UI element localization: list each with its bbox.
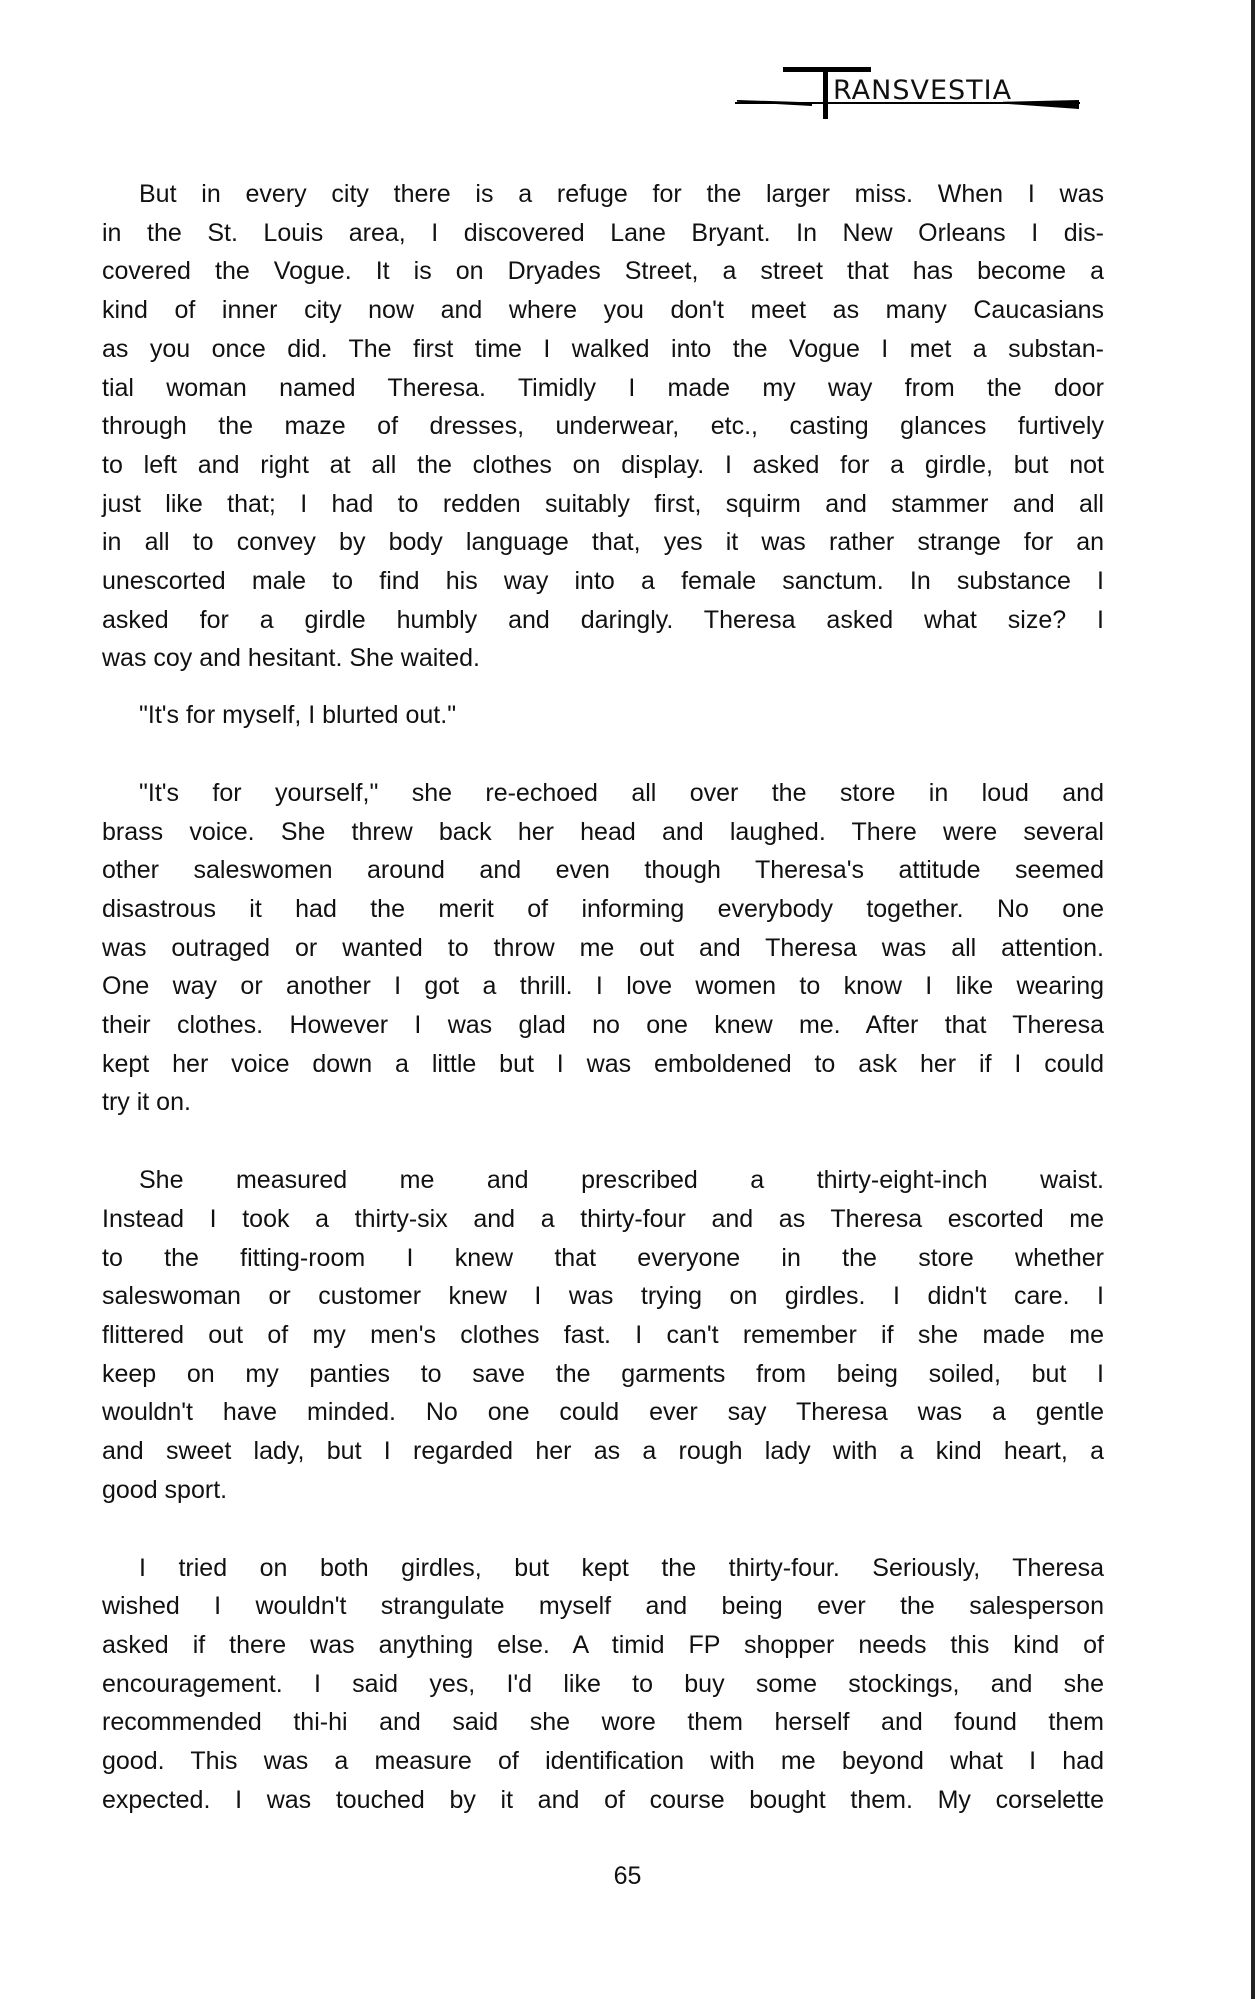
text-line: encouragement. I said yes, I'd like to buy some stockings, and she (102, 1669, 1104, 1698)
text-line: asked for a girdle humbly and daringly. Theresa asked what size? I (102, 605, 1104, 634)
text-line: their clothes. However I was glad no one knew me. After that Theresa (102, 1011, 1104, 1040)
page-edge (1251, 0, 1255, 1999)
text-line: But in every city there is a refuge for the larger miss. When I was (139, 180, 1104, 208)
text-line: wouldn't have minded. No one could ever say Theresa was a gentle (102, 1398, 1104, 1427)
text-line: wished I wouldn't strangulate myself and being ever the salesperson (102, 1592, 1104, 1621)
text-line: unescorted male to find his way into a female sanctum. In substance I (102, 567, 1104, 596)
text-line: other saleswomen around and even though Theresa's attitude seemed (102, 856, 1104, 885)
text-line: Instead I took a thirty-six and a thirty-four and as Theresa escorted me (102, 1204, 1104, 1233)
text-line: saleswoman or customer knew I was trying on girdles. I didn't care. I (102, 1282, 1104, 1311)
text-line: flittered out of my men's clothes fast. I can't remember if she made me (102, 1320, 1104, 1349)
text-line: She measured me and prescribed a thirty-eight-inch waist. (139, 1166, 1104, 1195)
text-line: was coy and hesitant. She waited. (102, 644, 481, 673)
text-line: and sweet lady, but I regarded her as a rough lady with a kind heart, a (102, 1437, 1104, 1466)
text-line: disastrous it had the merit of informing everybody together. No one (102, 894, 1104, 923)
paragraph (102, 1161, 1104, 1509)
text-line: in all to convey by body language that, yes it was rather strange for an (102, 528, 1104, 557)
text-line: kept her voice down a little but I was emboldened to ask her if I could (102, 1049, 1104, 1078)
text-line: good sport. (102, 1475, 228, 1504)
text-line: asked if there was anything else. A timid FP shopper needs this kind of (102, 1630, 1104, 1659)
header-t-stem (823, 67, 828, 119)
page-number: 65 (613, 1862, 642, 1890)
paragraph (102, 1549, 1104, 1820)
text-line: in the St. Louis area, I discovered Lane Bryant. In New Orleans I dis- (102, 218, 1104, 247)
text-line: to the fitting-room I knew that everyone in the store whether (102, 1243, 1104, 1272)
text-line: through the maze of dresses, underwear, etc., casting glances furtively (102, 412, 1104, 441)
text-line: expected. I was touched by it and of course bought them. My corselette (102, 1785, 1104, 1814)
text-line: One way or another I got a thrill. I love women to know I like wearing (102, 972, 1104, 1001)
header-title: RANSVESTIA (833, 75, 1013, 106)
text-line: recommended thi-hi and said she wore them herself and found them (102, 1708, 1104, 1737)
text-line: tial woman named Theresa. Timidly I made my way from the door (102, 373, 1104, 402)
text-line: try it on. (102, 1088, 191, 1117)
running-header (735, 62, 1080, 122)
text-line: as you once did. The first time I walked into the Vogue I met a substan- (102, 334, 1104, 363)
text-line: kind of inner city now and where you don't meet as many Caucasians (102, 296, 1104, 325)
text-line: I tried on both girdles, but kept the thirty-four. Seriously, Theresa (139, 1553, 1104, 1582)
paragraph (102, 175, 1104, 678)
text-line: "It's for myself, I blurted out." (139, 701, 457, 730)
text-line: keep on my panties to save the garments from being soiled, but I (102, 1359, 1104, 1388)
text-line: to left and right at all the clothes on display. I asked for a girdle, but not (102, 450, 1104, 479)
paragraph (102, 696, 1104, 735)
paragraph (102, 774, 1104, 1122)
text-line: just like that; I had to redden suitably first, squirm and stammer and all (102, 489, 1104, 518)
text-line: brass voice. She threw back her head and laughed. There were several (102, 817, 1104, 846)
text-line: was outraged or wanted to throw me out and Theresa was all attention. (102, 933, 1104, 962)
text-line: good. This was a measure of identification with me beyond what I had (102, 1747, 1104, 1776)
text-line: covered the Vogue. It is on Dryades Street, a street that has become a (102, 257, 1104, 286)
text-line: "It's for yourself," she re-echoed all over the store in loud and (139, 778, 1104, 807)
body-text (102, 175, 1104, 1858)
